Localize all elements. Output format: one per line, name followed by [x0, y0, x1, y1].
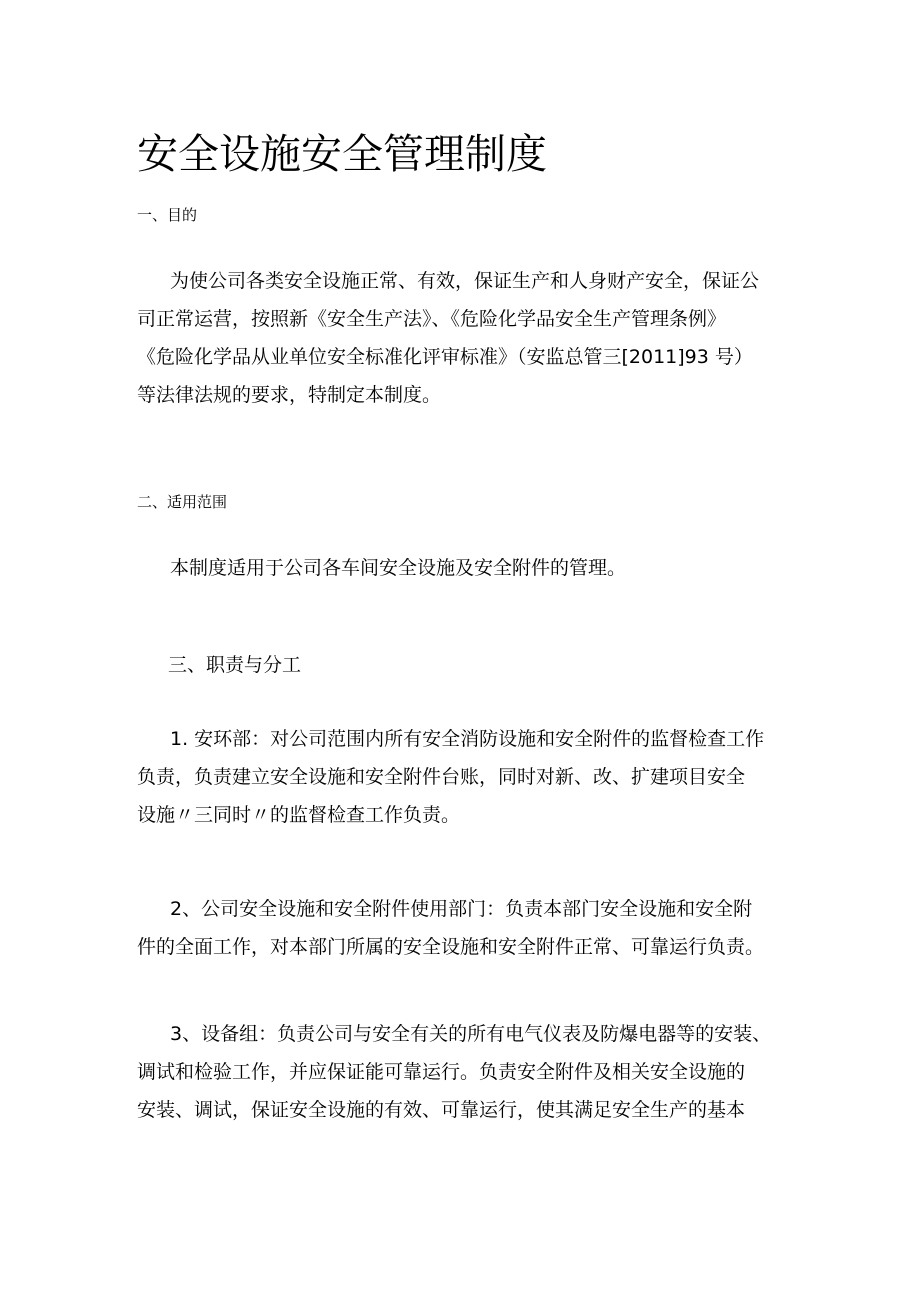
duty-2-line-1: 2、公司安全设施和安全附件使用部门：负责本部门安全设施和安全附	[170, 898, 753, 920]
duty-item-1	[137, 720, 797, 834]
duty-3-line-1: 3、设备组：负责公司与安全有关的所有电气仪表及防爆电器等的安装、	[170, 1023, 772, 1045]
purpose-line-1: 为使公司各类安全设施正常、有效，保证生产和人身财产安全，保证公	[170, 270, 760, 292]
section-heading-scope: 二、适用范围	[137, 493, 228, 511]
duty-1-line-2: 负责，负责建立安全设施和安全附件台账，同时对新、改、扩建项目安全	[137, 766, 746, 788]
purpose-line-4: 等法律法规的要求，特制定本制度。	[137, 384, 442, 406]
duty-2-line-2: 件的全面工作，对本部门所属的安全设施和安全附件正常、可靠运行负责。	[137, 936, 765, 958]
duty-3-line-3: 安装、调试，保证安全设施的有效、可靠运行，使其满足安全生产的基本	[137, 1099, 746, 1121]
section-heading-purpose: 一、目的	[137, 206, 198, 224]
purpose-line-2: 司正常运营，按照新《安全生产法》、《危险化学品安全生产管理条例》	[137, 308, 727, 330]
duty-1-line-3: 设施〃三同时〃的监督检查工作负责。	[137, 804, 461, 826]
scope-line-1: 本制度适用于公司各车间安全设施及安全附件的管理。	[170, 557, 627, 579]
duty-3-line-2: 调试和检验工作，并应保证能可靠运行。负责安全附件及相关安全设施的	[137, 1061, 746, 1083]
duty-1-line-1: 1. 安环部：对公司范围内所有安全消防设施和安全附件的监督检查工作	[170, 728, 765, 750]
purpose-line-3: 《危险化学品从业单位安全标准化评审标准》（安监总管三[2011]93 号）	[137, 346, 753, 368]
section-heading-duties: 三、职责与分工	[168, 654, 302, 676]
purpose-paragraph	[137, 262, 797, 414]
duty-item-2	[137, 890, 797, 966]
scope-paragraph	[137, 549, 797, 587]
document-title: 安全设施安全管理制度	[137, 130, 547, 178]
duty-item-3	[137, 1015, 797, 1129]
